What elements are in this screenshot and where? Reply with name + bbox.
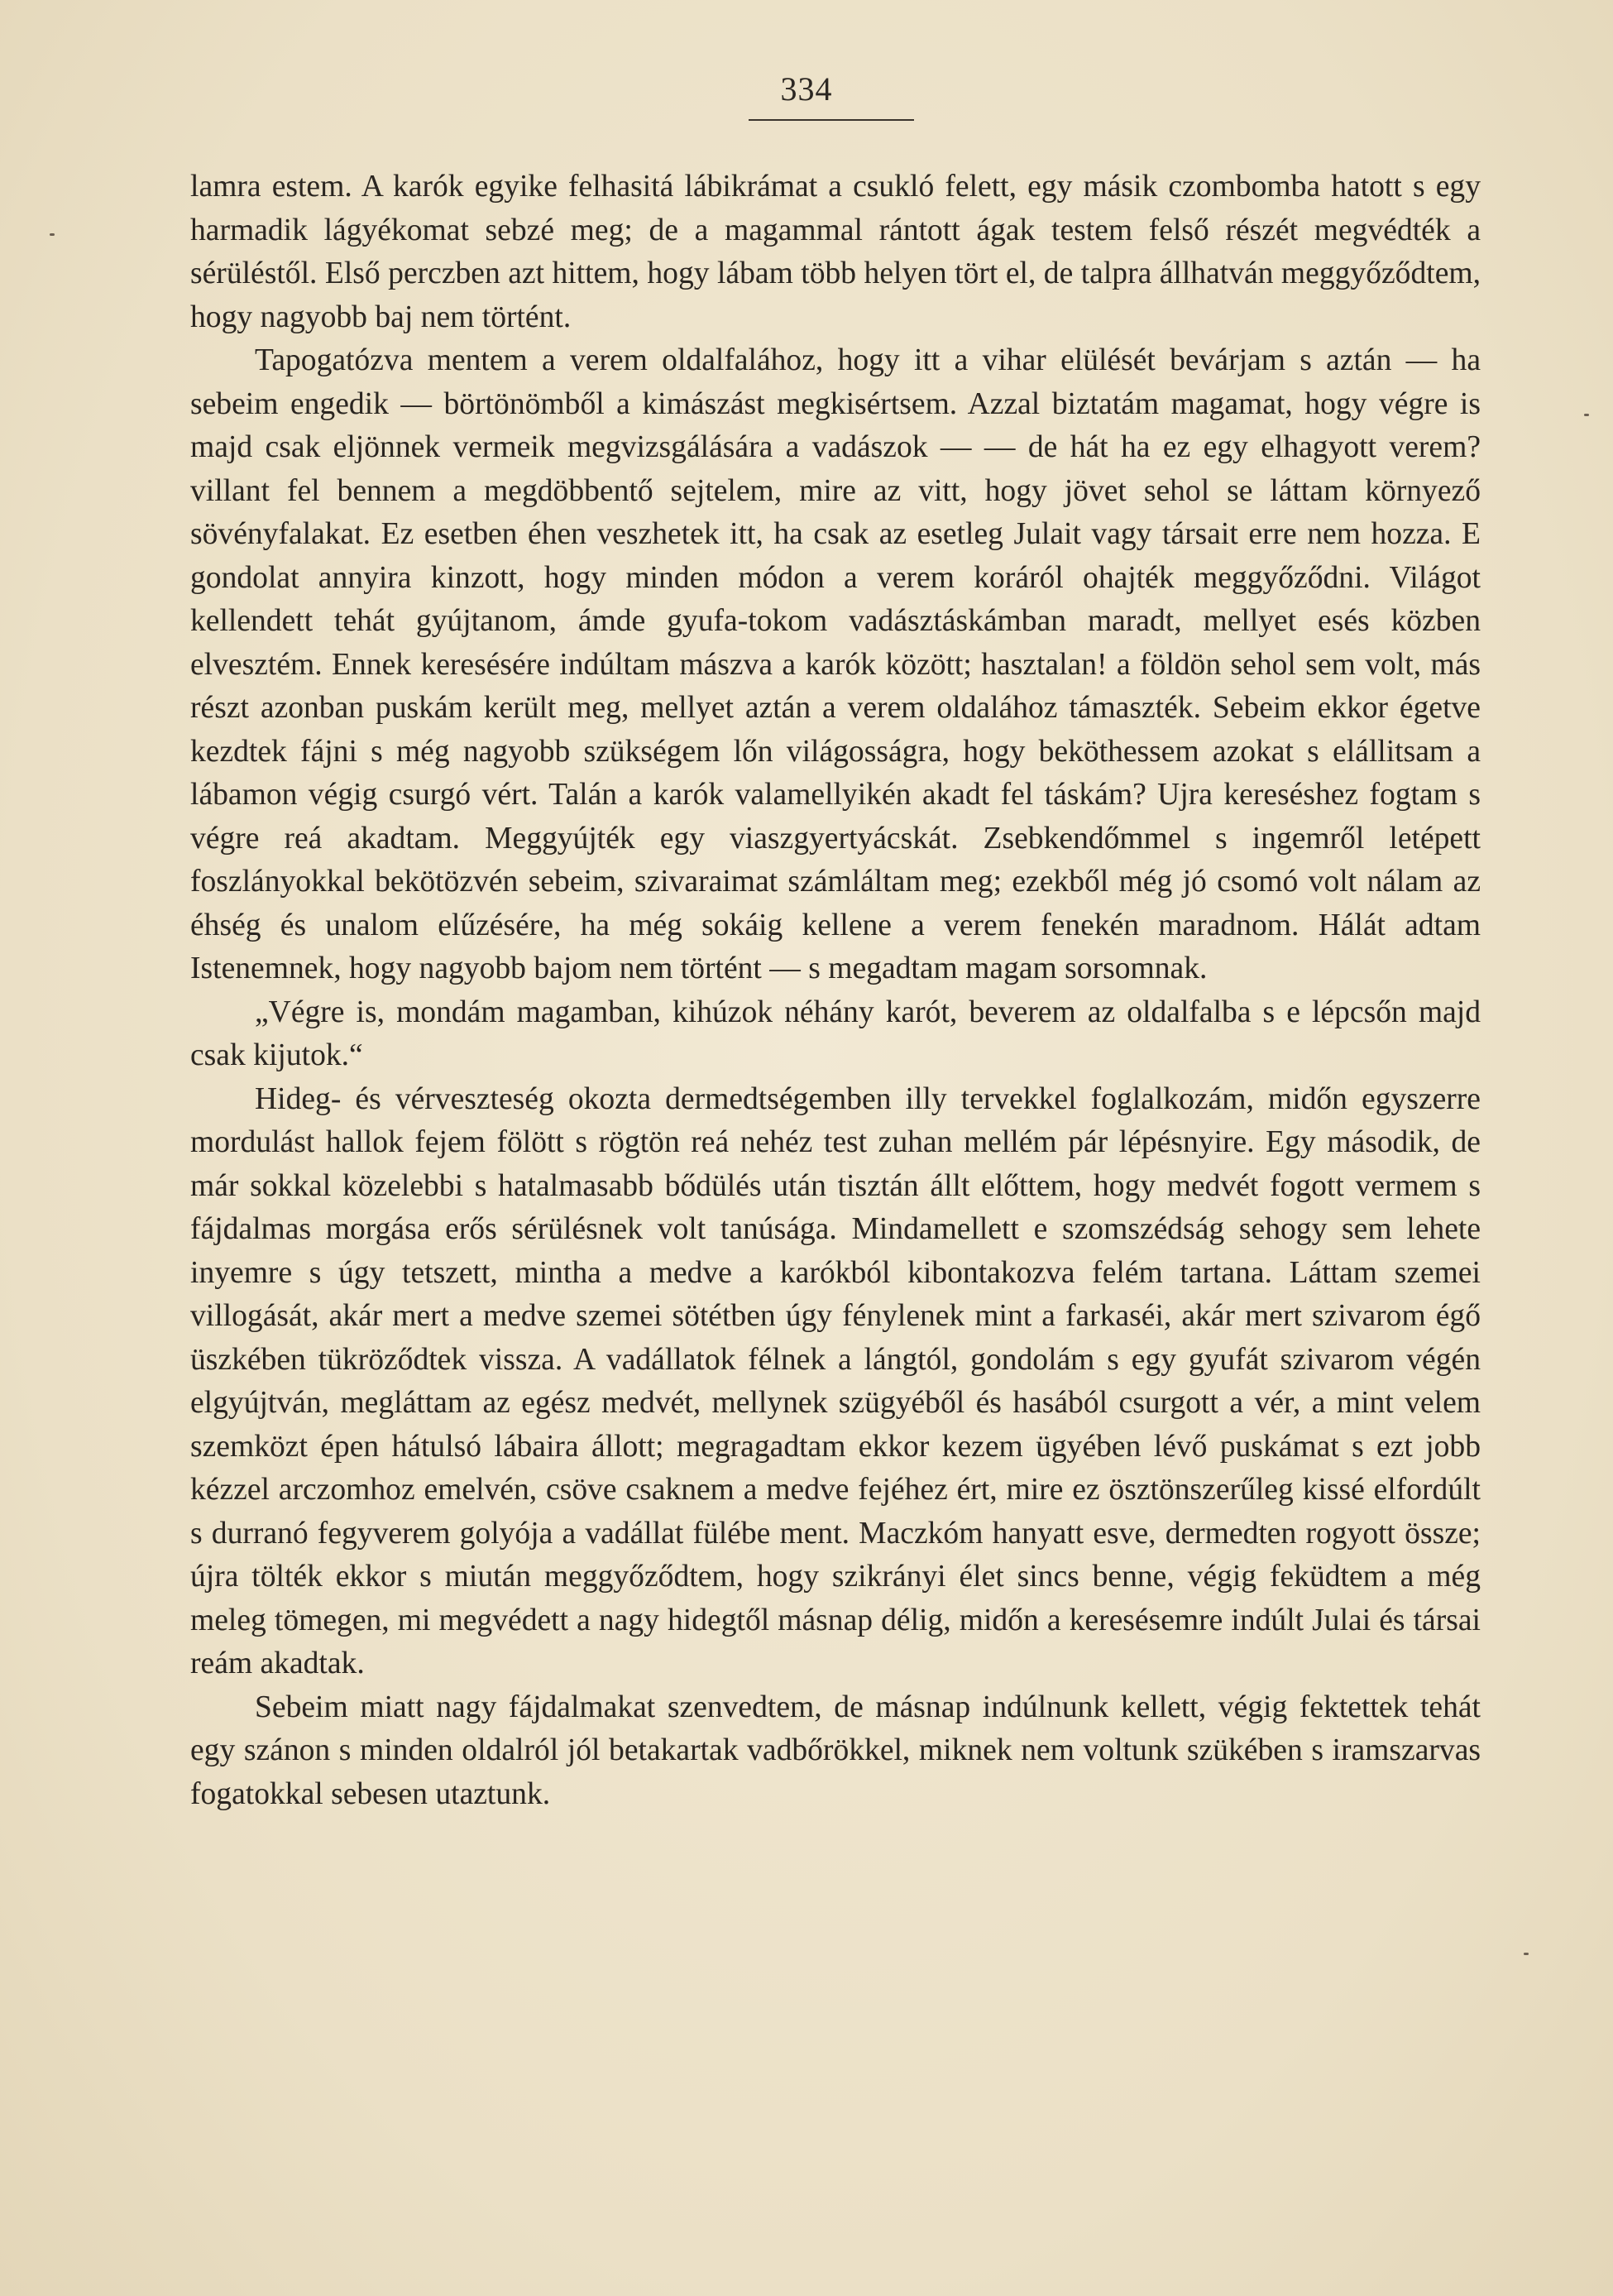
- paragraph-2: Tapogatózva mentem a verem oldalfalához, hogy itt a vihar elülését bevárjam s aztán — ha sebeim engedik — börtönömből a kimászást megkisértsem. Azzal biztatám magamat, hogy végre is majd csak eljönnek vermeik megvizsgálására a vadászok — — de hát ha ez egy elhagyott verem? villant fel bennem a megdöbbentő sejtelem, mire az vitt, hogy jövet sehol se láttam környező sövényfalakat. Ez esetben éhen veszhetek itt, ha csak az esetleg Julait vagy társait erre nem hozza. E gondolat annyira kinzott, hogy minden módon a verem koráról ohajték meggyőződni. Világot kellendett tehát gyújtanom, ámde gyufa-tokom vadásztáskámban maradt, mellyet esés közben elvesztém. Ennek keresésére indúltam mászva a karók között; hasztalan! a földön sehol sem volt, más részt azonban puskám került meg, mellyet aztán a verem oldalához támaszték. Sebeim ekkor égetve kezdtek fájni s még nagyobb szükségem lőn világosságra, hogy beköthessem azokat s elállitsam a lábamon végig csurgó vért. Talán a karók valamellyikén akadt fel táskám? Ujra kereséshez fogtam s végre reá akadtam. Meggyújték egy viaszgyertyácskát. Zsebkendőmmel s ingemről letépett foszlányokkal bekötözvén sebeim, szivaraimat számláltam meg; ezekből még jó csomó volt nálam az éhség és unalom elűzésére, ha még sokáig kellene a verem fenekén maradnom. Hálát adtam Istenemnek, hogy nagyobb bajom nem történt — s megadtam magam sorsomnak.: [190, 343, 1481, 985]
- margin-mark-right-lower: [1524, 1953, 1529, 1955]
- body-text: [190, 165, 1481, 1816]
- margin-mark-right: [1584, 414, 1589, 416]
- margin-mark-left: [50, 233, 55, 236]
- header-rule: [749, 119, 914, 121]
- paragraph-3: „Végre is, mondám magamban, kihúzok néhány karót, beverem az oldalfalba s e lépcsőn majd csak kijutok.“: [190, 995, 1481, 1072]
- paragraph-1: lamra estem. A karók egyike felhasitá lábikrámat a csukló felett, egy másik czombomba hatott s egy harmadik lágyékomat sebzé meg; de a magammal rántott ágak testem felső részét megvédték a sérüléstől. Első perczben azt hittem, hogy lábam több helyen tört el, de talpra állhatván meggyőződtem, hogy nagyobb baj nem történt.: [190, 170, 1481, 334]
- page-number: 334: [780, 70, 833, 108]
- paragraph-5: Sebeim miatt nagy fájdalmakat szenvedtem, de másnap indúlnunk kellett, végig fektettek tehát egy szánon s minden oldalról jól betakartak vadbőrökkel, miknek nem voltunk szükében s iramszarvas fogatokkal sebesen utaztunk.: [190, 1690, 1481, 1811]
- paragraph-4: Hideg- és vérveszteség okozta dermedtségemben illy tervekkel foglalkozám, midőn egyszerre mordulást hallok fejem fölött s rögtön reá nehéz test zuhan mellém pár lépésnyire. Egy második, de már sokkal közelebbi s hatalmasabb bődülés után tisztán állt előttem, hogy medvét fogott vermem s fájdalmas morgása erős sérülésnek volt tanúsága. Mindamellett e szomszédság sehogy sem lehete inyemre s úgy tetszett, mintha a medve a karókból kibontakozva felém tartana. Láttam szemei villogását, akár mert a medve szemei sötétben úgy fénylenek mint a farkaséi, akár mert szivarom égő üszkében tükröződtek vissza. A vadállatok félnek a lángtól, gondolám s egy gyufát szivarom végén elgyújtván, megláttam az egész medvét, mellynek szügyéből és hasából csurgott a vér, a mint velem szemközt épen hátulsó lábaira állott; megragadtam ekkor kezem ügyében lévő puskámat s ezt jobb kézzel arczomhoz emelvén, csöve csaknem a medve fejéhez ért, mire ez ösztönszerűleg kissé elfordúlt s durranó fegyverem golyója a vadállat fülébe ment. Maczkóm hanyatt esve, dermedten rogyott össze; újra tölték ekkor s miután meggyőződtem, hogy szikrányi élet sincs benne, végig feküdtem a még meleg tömegen, mi megvédett a nagy hidegtől másnap délig, midőn a keresésemre indúlt Julai és társai reám akadtak.: [190, 1081, 1481, 1680]
